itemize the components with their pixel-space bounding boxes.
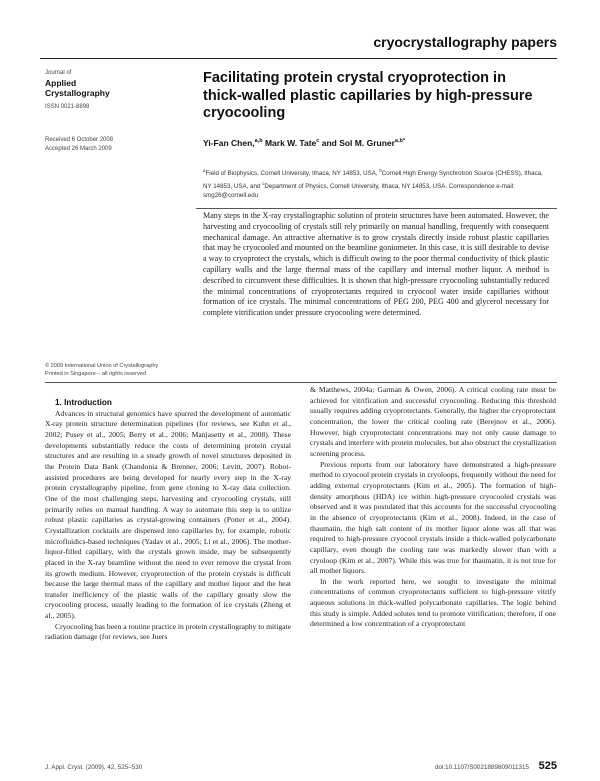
abstract-rule — [196, 208, 557, 209]
accepted-date: Accepted 26 March 2009 — [45, 146, 112, 152]
left-column — [45, 398, 291, 643]
intro-heading: 1. Introduction — [55, 398, 112, 407]
body-rule — [45, 382, 557, 383]
author-list — [203, 138, 405, 148]
affil-b: Cornell High Energy Synchrotron Source (CHESS), Ithaca, NY 14853, USA, and — [203, 170, 543, 190]
author-2-affil: c — [316, 138, 320, 145]
dates-block — [45, 136, 113, 154]
affil-a-sup: a — [203, 168, 206, 173]
paper-title: Facilitating protein crystal cryoprotection in thick-walled plastic capillaries by high-pressure cryocooling — [203, 70, 533, 121]
affil-b-sup: b — [379, 168, 382, 173]
journal-label: Journal of — [45, 70, 72, 76]
paragraph: Cryocooling has been a routine practice in protein crystallography to mitigate radiation damage (for reviews, see Juers — [45, 621, 291, 642]
journal-name-line2: Crystallography — [45, 88, 110, 98]
paragraph: & Matthews, 2004a; Garman & Owen, 2006). A critical cooling rate must be achieved for vitrification and successful cryocooling. Reducing this threshold usually requires adding cryoprotectants. Generally, the higher the cryoprotectant concentration, the lower the critical cooling rate (Berejnov et al., 2006). However, high cryoprotectant concentrations may not only cause damage to crystals and interfere with protein molecules, but also obstruct the crystallization screening process. — [310, 385, 556, 458]
journal-issn: ISSN 0021-8898 — [45, 104, 90, 110]
affil-c-sup: c — [262, 180, 265, 186]
footer-doi: doi:10.1107/S0021889809011315 — [435, 764, 529, 771]
copyright-block — [45, 362, 158, 378]
affiliations — [203, 166, 548, 201]
author-3-affil: a,b* — [394, 138, 406, 145]
received-date: Received 6 October 2008 — [45, 137, 114, 143]
abstract: Many steps in the X-ray crystallographic solution of protein structures have been automated. However, the harvesting and cryocooling of crystals still rely primarily on manual handling, frequently with consequent mechanical damage. An attractive alternative is to grow crystals directly inside robust plastic capillaries that may be cryocooled and mounted on the beamline goniometer. In this case, it is still desirable to devise a way to cryoprotect the crystals, which is difficult owing to the poor thermal conductivity of thick plastic capillary walls and the large thermal mass of the capillary and internal mother liquor. A method is described to circumvent these difficulties. It is shown that high-pressure cryocooling substantially reduced the minimal concentrations of cryoprotectants required to cryocool water inside capillaries without formation of ice crystals. The minimal concentrations of PEG 200, PEG 400 and glycerol necessary for complete vitrification under pressure cryocooling were determined. — [203, 211, 549, 318]
author-1-affil: a,b — [254, 138, 263, 145]
affil-c: Department of Physics, Cornell University, Ithaca, NY 14853, USA. Correspondence e-mail: smg26@cornell.edu — [203, 182, 515, 200]
footer-citation: J. Appl. Cryst. (2009). 42, 525–530 — [45, 764, 143, 771]
right-column — [310, 385, 556, 630]
journal-block — [45, 69, 185, 112]
top-rule — [40, 58, 557, 59]
author-1: Yi-Fan Chen, — [203, 138, 255, 148]
copyright-line: © 2009 International Union of Crystallography — [45, 363, 159, 369]
printed-line: Printed in Singapore – all rights reserved — [45, 371, 147, 377]
paragraph: Advances in structural genomics have spurred the development of automatic X-ray protein structure determination pipelines (for reviews, see Kuhn et al., 2002; Pusey et al., 2005; Berry et al., 2006; Manjasetty et al., 2008). These developments substantially reduce the costs of determining protein crystal structures and are resulting in a steady growth of novel structures deposited in the Protein Data Bank (Chandonia & Brenner, 2006; Levitt, 2007). Robot-assisted procedures are being developed for nearly every step in the X-ray protein crystallography pipeline, from gene cloning to X-ray data collection. One of the most challenging steps, harvesting and cryocooling crystals, still primarily relies on manual handling. A way to automate this step is to utilize robust plastic capillaries as crystal-growing containers (Potter et al., 2004). Crystallization cocktails are dispensed into capillaries by, for example, robotic microfluidics-based techniques (Yadav et al., 2005; Li et al., 2006). The mother-liquor-filled capillary, with the crystals grown inside, may be subsequently placed in the X-ray beamline without the need to ever remove the crystal from its growth medium. However, cryoprotection of the protein crystals is difficult because the large thermal mass of the capillary and mother liquor and the heat transfer inefficiency of the plastic walls of the capillary greatly slow the cryocooling process, usually leading to the formation of ice crystals (Zheng et al., 2005). — [45, 408, 291, 621]
affil-a: Field of Biophysics, Cornell University, Ithaca, NY 14853, USA, — [205, 170, 380, 178]
paragraph: In the work reported here, we sought to investigate the minimal concentrations of common cryoprotectants sufficient to high-pressure vitrify aqueous solutions in thick-walled polycarbonate capillaries. The logic behind this study is simple. Added solutes tend to promote vitrification; therefore, if one determined a low concentration of a cryoprotectant — [310, 576, 556, 629]
page-number: 525 — [538, 760, 557, 772]
author-3: and Sol M. Gruner — [319, 138, 395, 148]
journal-name-line1: Applied — [45, 78, 77, 88]
section-heading: cryocrystallography papers — [373, 34, 557, 50]
author-2: Mark W. Tate — [262, 138, 317, 148]
paragraph: Previous reports from our laboratory have demonstrated a high-pressure method to cryocool protein crystals in cryoloops, frequently without the need for adding external cryoprotectants (Kim et al., 2005). The formation of high-density amorphous (HDA) ice within high-pressure cryocooled crystals was observed and it was postulated that this accounts for the successful cryocooling in the absence of cryoprotectants (Kim et al., 2008). Indeed, in the case of thaumatin, the high salt content of its mother liquor alone was all that was required to high-pressure cryocool crystals inside a thick-walled polycarbonate capillary, even though the cooling rate was markedly slower than with a cryoloop (Kim et al., 2007). While this was true for thaumatin, it is not true for all mother liquors. — [310, 459, 556, 576]
